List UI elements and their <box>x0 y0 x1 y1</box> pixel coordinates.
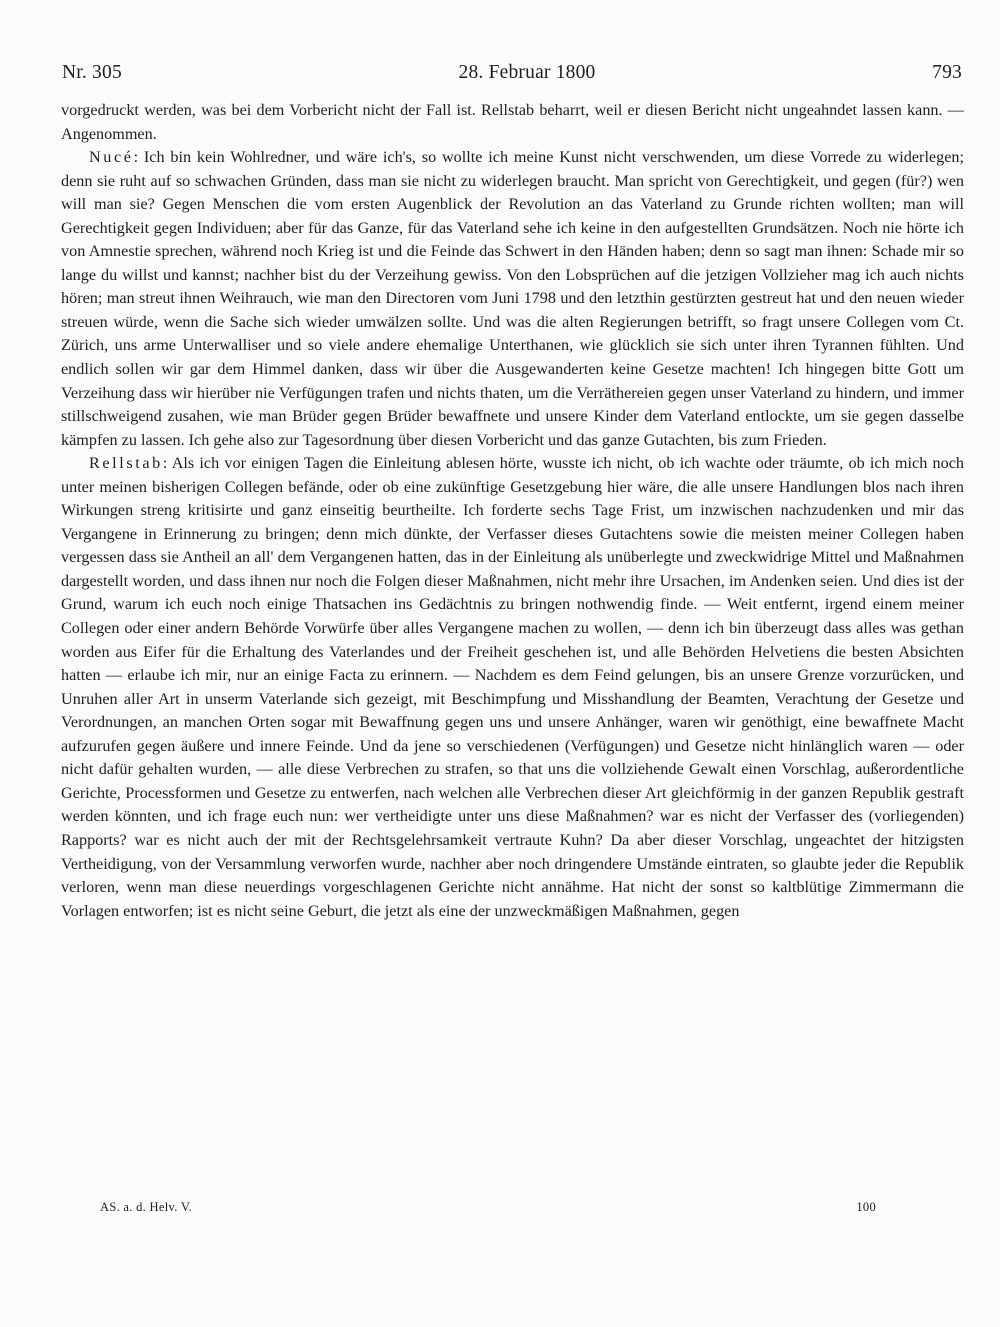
paragraph-nuce <box>61 146 964 452</box>
paragraph-text: vorgedruckt werden, was bei dem Vorbericht nicht der Fall ist. Rellstab beharrt, weil er diesen Bericht nicht ungeahndet lassen kann. — Angenommen. <box>61 101 964 143</box>
paragraph-text: : Ich bin kein Wohlredner, und wäre ich's, so wollte ich meine Kunst nicht verschwenden, um diese Vorrede zu widerlegen; denn sie ruht auf so schwachen Gründen, dass man sie nicht zu widerlegen braucht. Man spricht von Gerechtigkeit, und gegen (für?) wen will man sie? Gegen Menschen die vom ersten Augenblick der Revolution an das Vaterland zu Grunde richten wollten; man will Gerechtigkeit gegen Individuen; aber für das Ganze, für das Vaterland sehe ich keine in den aufgestellten Grundsätzen. Noch nie hörte ich von Amnestie sprechen, während noch Krieg ist und die Feinde das Schwert in den Händen haben; denn so sagt man ihnen: Schade mir so lange du willst und kannst; nachher bist du der Verzeihung gewiss. Von den Lobsprüchen auf die jetzigen Vollzieher mag ich auch nichts hören; man streut ihnen Weihrauch, wie man den Directoren vom Juni 1798 und den letzthin gestürzten gestreut hat und den neuen wieder streuen würde, wenn die Sache sich wieder umwälzen sollte. Und was die alten Regierungen betrifft, so fragt unsere Collegen vom Ct. Zürich, uns arme Unterwalliser und so viele andere ehemalige Unterthanen, wie glücklich sie sich unter ihren Tyrannen fühlten. Und endlich sollen wir gar dem Himmel danken, dass wir über die Ausgewanderten keine Gesetze machten! Ich hingegen bitte Gott um Verzeihung dass wir hierüber nie Verfügungen trafen und nichts thaten, um die Verräthereien gegen unser Vaterland zu hindern, und immer stillschweigend zusahen, wie man Brüder gegen Brüder bewaffnete und unsere Kinder dem Vaterland entlockte, um sie gegen dasselbe kämpfen zu lassen. Ich gehe also zur Tagesordnung über diesen Vorbericht und das ganze Gutachten, bis zum Frieden. <box>61 148 964 449</box>
paragraph-rellstab <box>61 452 964 923</box>
running-header <box>62 62 962 84</box>
speaker-name: Rellstab <box>89 454 163 473</box>
speaker-name: Nucé <box>89 148 134 167</box>
document-number: Nr. 305 <box>62 62 122 83</box>
page-number: 793 <box>932 62 962 83</box>
signature-mark: AS. a. d. Helv. V. <box>100 1200 192 1214</box>
body-text <box>61 99 964 923</box>
page-footer <box>100 1200 900 1215</box>
header-date: 28. Februar 1800 <box>458 62 596 83</box>
paragraph-continuation <box>61 99 964 146</box>
paragraph-text: : Als ich vor einigen Tagen die Einleitung ablesen hörte, wusste ich nicht, ob ich wachte oder träumte, ob ich mich noch unter meinen bisherigen Collegen befände, oder ob eine zukünftige Gesetzgebung hier wäre, die alle unsere Handlungen blos nach ihren Wirkungen streng kritisirte und ganz einseitig beurtheilte. Ich forderte sechs Tage Frist, um inzwischen nachzudenken und mir das Vergangene in Erinnerung zu bringen; denn mich dünkte, der Verfasser dieses Gutachtens sowie die meisten meiner Collegen haben vergessen dass sie Antheil an all' dem Vergangenen hatten, das in der Einleitung als unüberlegte und zweckwidrige Mittel und Maßnahmen dargestellt worden, und dass ihnen nur noch die Folgen dieser Maßnahmen, nicht mehr ihre Ursachen, im Andenken seien. Und dies ist der Grund, warum ich euch noch einige Thatsachen ins Gedächtnis zu bringen nothwendig finde. — Weit entfernt, irgend einem meiner Collegen oder einer andern Behörde Vorwürfe über alles Vergangene machen zu wollen, — denn ich bin überzeugt dass alles was gethan worden aus Eifer für die Erhaltung des Vaterlandes und der Freiheit geschehen ist, und alle Behörden Helvetiens die besten Absichten hatten — erlaube ich mir, nur an einige Facta zu erinnern. — Nachdem es dem Feind gelungen, bis an unsere Grenze vorzurücken, und Unruhen aller Art in unserm Vaterlande sich gezeigt, mit Beschimpfung und Misshandlung der Beamten, Verachtung der Gesetze und Verordnungen, an manchen Orten sogar mit Bewaffnung gegen uns und unsere Anhänger, waren wir genöthigt, eine bewaffnete Macht aufzurufen gegen äußere und innere Feinde. Und da jene so verschiedenen (Verfügungen) und Gesetze nicht hinlänglich waren — oder nicht dafür gehalten wurden, — alle diese Verbrechen zu strafen, so that uns die vollziehende Gewalt einen Vorschlag, außerordentliche Gerichte, Processformen und Gesetze zu entwerfen, nach welchen alle Verbrechen dieser Art gleichförmig in der ganzen Republik gestraft werden könnten, und ich frage euch nun: wer vertheidigte unter uns diese Maßnahmen? war es nicht der Verfasser des (vorliegenden) Rapports? war es nicht auch der mit der Rechtsgelehrsamkeit vertraute Kuhn? Da aber dieser Vorschlag, ungeachtet der hitzigsten Vertheidigung, von der Versammlung verworfen wurde, nachher aber noch dringendere Umstände eintraten, so glaubte jeder die Republik verloren, wenn man diese neuerdings vorgeschlagenen Gerichte nicht annähme. Hat nicht der sonst so kaltblütige Zimmermann die Vorlagen entworfen; ist es nicht seine Geburt, die jetzt als eine der unzweckmäßigen Maßnahmen, gegen <box>61 454 964 920</box>
sheet-number: 100 <box>856 1200 876 1214</box>
